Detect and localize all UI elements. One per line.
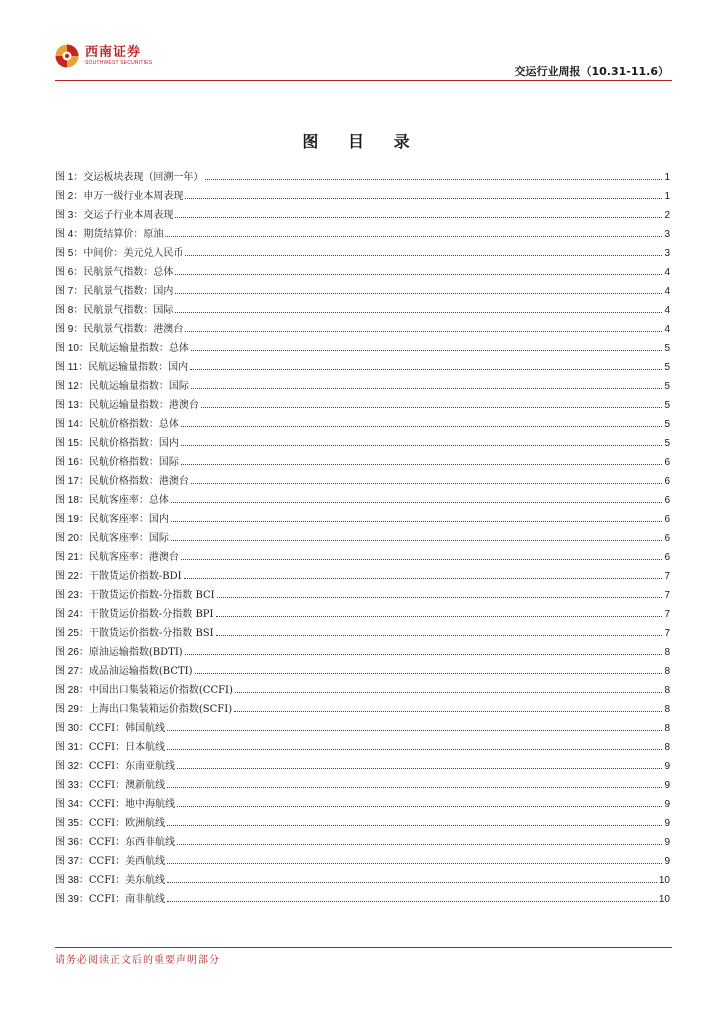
toc-entry-text: 民航景气指数：国际 [83, 305, 174, 316]
toc-entry-number: 图 9： [55, 324, 84, 335]
toc-entry-number: 图 22： [55, 571, 89, 582]
toc-entry-number: 图 11： [55, 362, 89, 373]
toc-entry-text: CCFI：澳新航线 [88, 780, 166, 791]
toc-entry-number: 图 5： [55, 248, 84, 259]
toc-entry-label [55, 301, 173, 320]
toc-entry-page-number: 5 [664, 419, 670, 430]
toc-entry-page-number: 5 [664, 343, 670, 354]
toc-entry-number: 图 14： [55, 419, 89, 430]
toc-entry[interactable] [55, 833, 670, 852]
toc-entry-text: 交运子行业本周表现 [83, 210, 174, 221]
toc-entry-label [55, 472, 189, 491]
toc-dot-leader [185, 330, 662, 332]
toc-entry-page-number: 9 [664, 780, 670, 791]
toc-entry-page-number: 10 [658, 875, 670, 886]
toc-entry-page-number: 4 [664, 324, 670, 335]
toc-entry[interactable] [55, 510, 670, 529]
toc-entry-page-number: 8 [664, 704, 670, 715]
toc-dot-leader [181, 425, 663, 427]
toc-entry-label [55, 453, 179, 472]
toc-entry[interactable] [55, 320, 670, 339]
toc-entry[interactable] [55, 757, 670, 776]
toc-entry-label [55, 168, 203, 187]
toc-entry-label [55, 244, 183, 263]
toc-entry[interactable] [55, 415, 670, 434]
toc-dot-leader [171, 501, 663, 503]
toc-entry[interactable] [55, 890, 670, 909]
toc-entry-text: 民航景气指数：总体 [83, 267, 174, 278]
toc-entry[interactable] [55, 263, 670, 282]
toc-entry-text: 干散货运价指数-分指数 BCI [88, 590, 215, 601]
toc-entry-label [55, 206, 173, 225]
toc-entry-text: CCFI：南非航线 [88, 894, 166, 905]
toc-dot-leader [235, 691, 663, 693]
toc-entry-number: 图 34： [55, 799, 89, 810]
logo-text-cn: 西南证券 [85, 44, 142, 60]
toc-entry-label [55, 795, 175, 814]
toc-entry[interactable] [55, 434, 670, 453]
toc-entry[interactable] [55, 301, 670, 320]
toc-dot-leader [167, 824, 662, 826]
toc-entry-number: 图 29： [55, 704, 89, 715]
toc-entry-number: 图 37： [55, 856, 89, 867]
toc-entry-page-number: 3 [664, 229, 670, 240]
toc-dot-leader [190, 368, 662, 370]
toc-entry-label [55, 548, 179, 567]
toc-entry-label [55, 852, 165, 871]
toc-entry-label [55, 567, 182, 586]
toc-entry-label [55, 624, 214, 643]
toc-entry-number: 图 12： [55, 381, 89, 392]
toc-entry-number: 图 39： [55, 894, 89, 905]
toc-entry[interactable] [55, 396, 670, 415]
toc-entry-text: 民航客座率：国际 [88, 533, 169, 544]
toc-entry-text: 上海出口集装箱运价指数(SCFI) [88, 704, 233, 715]
toc-entry-text: 民航客座率：总体 [88, 495, 169, 506]
figure-table-of-contents [55, 168, 670, 909]
toc-dot-leader [184, 577, 663, 579]
toc-dot-leader [191, 387, 663, 389]
toc-entry-page-number: 7 [664, 590, 670, 601]
toc-entry-page-number: 3 [664, 248, 670, 259]
toc-entry[interactable] [55, 377, 670, 396]
toc-dot-leader [167, 881, 657, 883]
toc-entry-page-number: 7 [664, 609, 670, 620]
report-title: 交运行业周报（10.31-11.6） [514, 65, 669, 78]
toc-dot-leader [177, 767, 662, 769]
toc-dot-leader [191, 482, 663, 484]
company-logo [55, 44, 152, 68]
toc-entry[interactable] [55, 852, 670, 871]
toc-entry[interactable] [55, 206, 670, 225]
toc-entry-text: 原油运输指数(BDTI) [88, 647, 183, 658]
toc-entry[interactable] [55, 776, 670, 795]
toc-dot-leader [167, 862, 662, 864]
toc-entry-number: 图 21： [55, 552, 89, 563]
toc-entry[interactable] [55, 339, 670, 358]
toc-entry[interactable] [55, 548, 670, 567]
toc-entry-number: 图 18： [55, 495, 89, 506]
footer-divider [55, 947, 672, 948]
toc-entry-label [55, 681, 233, 700]
toc-entry-number: 图 16： [55, 457, 89, 468]
toc-entry-label [55, 339, 189, 358]
toc-entry-number: 图 31： [55, 742, 89, 753]
toc-dot-leader [217, 596, 663, 598]
toc-entry-page-number: 9 [664, 837, 670, 848]
toc-dot-leader [171, 539, 663, 541]
toc-entry-page-number: 4 [664, 267, 670, 278]
toc-dot-leader [175, 311, 662, 313]
toc-entry-number: 图 33： [55, 780, 89, 791]
toc-dot-leader [216, 634, 663, 636]
toc-dot-leader [185, 254, 662, 256]
toc-entry-label [55, 282, 173, 301]
toc-entry-text: CCFI：东西非航线 [88, 837, 176, 848]
toc-entry-label [55, 225, 163, 244]
toc-entry-page-number: 1 [664, 172, 670, 183]
toc-entry-number: 图 4： [55, 229, 84, 240]
toc-dot-leader [201, 406, 663, 408]
toc-entry-label [55, 491, 169, 510]
toc-entry-label [55, 187, 183, 206]
toc-entry-number: 图 26： [55, 647, 89, 658]
toc-entry-label [55, 871, 165, 890]
toc-entry[interactable] [55, 491, 670, 510]
toc-entry-text: 成品油运输指数(BCTI) [88, 666, 193, 677]
toc-dot-leader [195, 672, 663, 674]
toc-entry-page-number: 6 [664, 495, 670, 506]
toc-entry-number: 图 30： [55, 723, 89, 734]
toc-entry-label [55, 719, 165, 738]
toc-dot-leader [167, 900, 657, 902]
toc-entry-text: 中国出口集装箱运价指数(CCFI) [88, 685, 233, 696]
toc-dot-leader [175, 273, 662, 275]
toc-dot-leader [167, 748, 662, 750]
toc-entry-text: 民航运输量指数：总体 [88, 343, 189, 354]
toc-dot-leader [181, 558, 663, 560]
toc-title: 图 目 录 [302, 132, 422, 151]
toc-entry-number: 图 1： [55, 172, 84, 183]
toc-entry-text: CCFI：地中海航线 [88, 799, 176, 810]
header-divider [55, 80, 672, 81]
toc-entry-page-number: 8 [664, 742, 670, 753]
toc-entry-page-number: 7 [664, 571, 670, 582]
toc-entry-number: 图 19： [55, 514, 89, 525]
toc-entry[interactable] [55, 168, 670, 187]
toc-entry-label [55, 605, 214, 624]
toc-entry-page-number: 1 [664, 191, 670, 202]
toc-entry-text: 民航运输量指数：港澳台 [88, 400, 199, 411]
toc-entry[interactable] [55, 643, 670, 662]
toc-entry-text: 民航运输量指数：国际 [88, 381, 189, 392]
toc-entry-label [55, 320, 183, 339]
toc-entry[interactable] [55, 662, 670, 681]
toc-entry-label [55, 396, 199, 415]
toc-entry-label [55, 415, 179, 434]
toc-entry-label [55, 757, 175, 776]
toc-entry-number: 图 25： [55, 628, 89, 639]
toc-entry-text: 民航景气指数：国内 [83, 286, 174, 297]
toc-entry-label [55, 833, 175, 852]
toc-entry-number: 图 10： [55, 343, 89, 354]
toc-entry-label [55, 434, 179, 453]
toc-entry-label [55, 700, 232, 719]
toc-entry-label [55, 358, 188, 377]
toc-entry-number: 图 24： [55, 609, 89, 620]
toc-entry-number: 图 23： [55, 590, 89, 601]
toc-entry-number: 图 27： [55, 666, 89, 677]
toc-entry-number: 图 6： [55, 267, 84, 278]
toc-entry-page-number: 4 [664, 305, 670, 316]
toc-entry-page-number: 4 [664, 286, 670, 297]
toc-entry-number: 图 13： [55, 400, 89, 411]
toc-dot-leader [191, 349, 663, 351]
southwest-securities-logo-icon [55, 44, 79, 68]
toc-entry[interactable] [55, 453, 670, 472]
toc-entry-number: 图 8： [55, 305, 84, 316]
toc-entry-label [55, 529, 169, 548]
toc-dot-leader [165, 235, 662, 237]
toc-entry-number: 图 35： [55, 818, 89, 829]
toc-entry[interactable] [55, 719, 670, 738]
toc-entry-number: 图 28： [55, 685, 89, 696]
toc-entry-number: 图 20： [55, 533, 89, 544]
toc-entry-page-number: 9 [664, 818, 670, 829]
toc-entry-number: 图 38： [55, 875, 89, 886]
toc-entry-text: CCFI：美西航线 [88, 856, 166, 867]
toc-dot-leader [185, 653, 663, 655]
footer-disclaimer: 请务必阅读正文后的重要声明部分 [55, 955, 220, 966]
toc-dot-leader [205, 178, 662, 180]
toc-dot-leader [181, 444, 663, 446]
toc-entry-text: 民航景气指数：港澳台 [83, 324, 184, 335]
toc-entry[interactable] [55, 738, 670, 757]
toc-entry-text: 民航价格指数：港澳台 [88, 476, 189, 487]
toc-dot-leader [167, 786, 662, 788]
toc-entry-label [55, 263, 173, 282]
toc-entry[interactable] [55, 282, 670, 301]
toc-entry[interactable] [55, 605, 670, 624]
toc-entry-text: 民航价格指数：总体 [88, 419, 179, 430]
toc-entry-page-number: 8 [664, 723, 670, 734]
toc-dot-leader [175, 292, 662, 294]
toc-entry-page-number: 5 [664, 438, 670, 449]
toc-entry-number: 图 7： [55, 286, 84, 297]
toc-entry-text: CCFI：韩国航线 [88, 723, 166, 734]
toc-entry-page-number: 5 [664, 381, 670, 392]
toc-dot-leader [177, 805, 662, 807]
page-header [0, 0, 724, 84]
toc-entry-text: 交运板块表现（回溯一年） [83, 172, 204, 183]
toc-entry-page-number: 6 [664, 514, 670, 525]
toc-entry[interactable] [55, 681, 670, 700]
toc-entry-label [55, 643, 183, 662]
toc-entry-text: CCFI：日本航线 [88, 742, 166, 753]
toc-entry[interactable] [55, 358, 670, 377]
toc-entry-text: 申万一级行业本周表现 [83, 191, 184, 202]
toc-entry-page-number: 7 [664, 628, 670, 639]
toc-entry[interactable] [55, 244, 670, 263]
toc-entry-text: CCFI：东南亚航线 [88, 761, 176, 772]
toc-entry-page-number: 6 [664, 533, 670, 544]
toc-entry[interactable] [55, 187, 670, 206]
toc-entry-page-number: 6 [664, 457, 670, 468]
toc-entry[interactable] [55, 700, 670, 719]
toc-entry[interactable] [55, 814, 670, 833]
toc-entry[interactable] [55, 586, 670, 605]
toc-entry[interactable] [55, 624, 670, 643]
toc-entry-text: 期货结算价：原油 [83, 229, 164, 240]
toc-entry-text: 干散货运价指数-分指数 BSI [88, 628, 214, 639]
toc-entry-page-number: 5 [664, 400, 670, 411]
toc-entry-text: 民航价格指数：国际 [88, 457, 179, 468]
toc-entry-label [55, 662, 193, 681]
toc-entry-number: 图 3： [55, 210, 84, 221]
logo-text-en: SOUTHWEST SECURITIES [85, 59, 153, 66]
toc-entry-text: 民航价格指数：国内 [88, 438, 179, 449]
toc-entry-text: 干散货运价指数-BDI [88, 571, 182, 582]
toc-entry-text: 民航客座率：港澳台 [88, 552, 179, 563]
toc-entry-number: 图 36： [55, 837, 89, 848]
toc-entry-text: 干散货运价指数-分指数 BPI [88, 609, 214, 620]
toc-entry-number: 图 32： [55, 761, 89, 772]
toc-dot-leader [175, 216, 662, 218]
toc-entry-page-number: 6 [664, 476, 670, 487]
toc-entry[interactable] [55, 795, 670, 814]
toc-entry[interactable] [55, 871, 670, 890]
toc-entry-text: 中间价：美元兑人民币 [83, 248, 184, 259]
toc-entry[interactable] [55, 529, 670, 548]
toc-entry-number: 图 2： [55, 191, 84, 202]
toc-entry-page-number: 8 [664, 647, 670, 658]
toc-entry-label [55, 377, 189, 396]
toc-entry[interactable] [55, 472, 670, 491]
toc-entry-page-number: 8 [664, 685, 670, 696]
toc-entry-text: CCFI：欧洲航线 [88, 818, 166, 829]
toc-entry-number: 图 15： [55, 438, 89, 449]
toc-dot-leader [181, 463, 663, 465]
toc-entry-page-number: 5 [664, 362, 670, 373]
toc-dot-leader [167, 729, 662, 731]
toc-entry[interactable] [55, 567, 670, 586]
toc-entry-page-number: 2 [664, 210, 670, 221]
toc-dot-leader [216, 615, 663, 617]
toc-entry-page-number: 9 [664, 856, 670, 867]
toc-entry-text: 民航客座率：国内 [88, 514, 169, 525]
toc-entry-page-number: 8 [664, 666, 670, 677]
toc-dot-leader [234, 710, 662, 712]
toc-dot-leader [171, 520, 663, 522]
toc-entry-text: CCFI：美东航线 [88, 875, 166, 886]
toc-entry-label [55, 738, 165, 757]
toc-entry-label [55, 814, 165, 833]
toc-entry-number: 图 17： [55, 476, 89, 487]
toc-entry-page-number: 9 [664, 761, 670, 772]
toc-entry-label [55, 510, 169, 529]
toc-entry[interactable] [55, 225, 670, 244]
toc-dot-leader [177, 843, 662, 845]
toc-entry-label [55, 776, 165, 795]
toc-entry-page-number: 6 [664, 552, 670, 563]
toc-entry-page-number: 10 [658, 894, 670, 905]
toc-entry-page-number: 9 [664, 799, 670, 810]
toc-entry-label [55, 890, 165, 909]
toc-entry-text: 民航运输量指数：国内 [88, 362, 189, 373]
toc-dot-leader [185, 197, 662, 199]
toc-entry-label [55, 586, 215, 605]
